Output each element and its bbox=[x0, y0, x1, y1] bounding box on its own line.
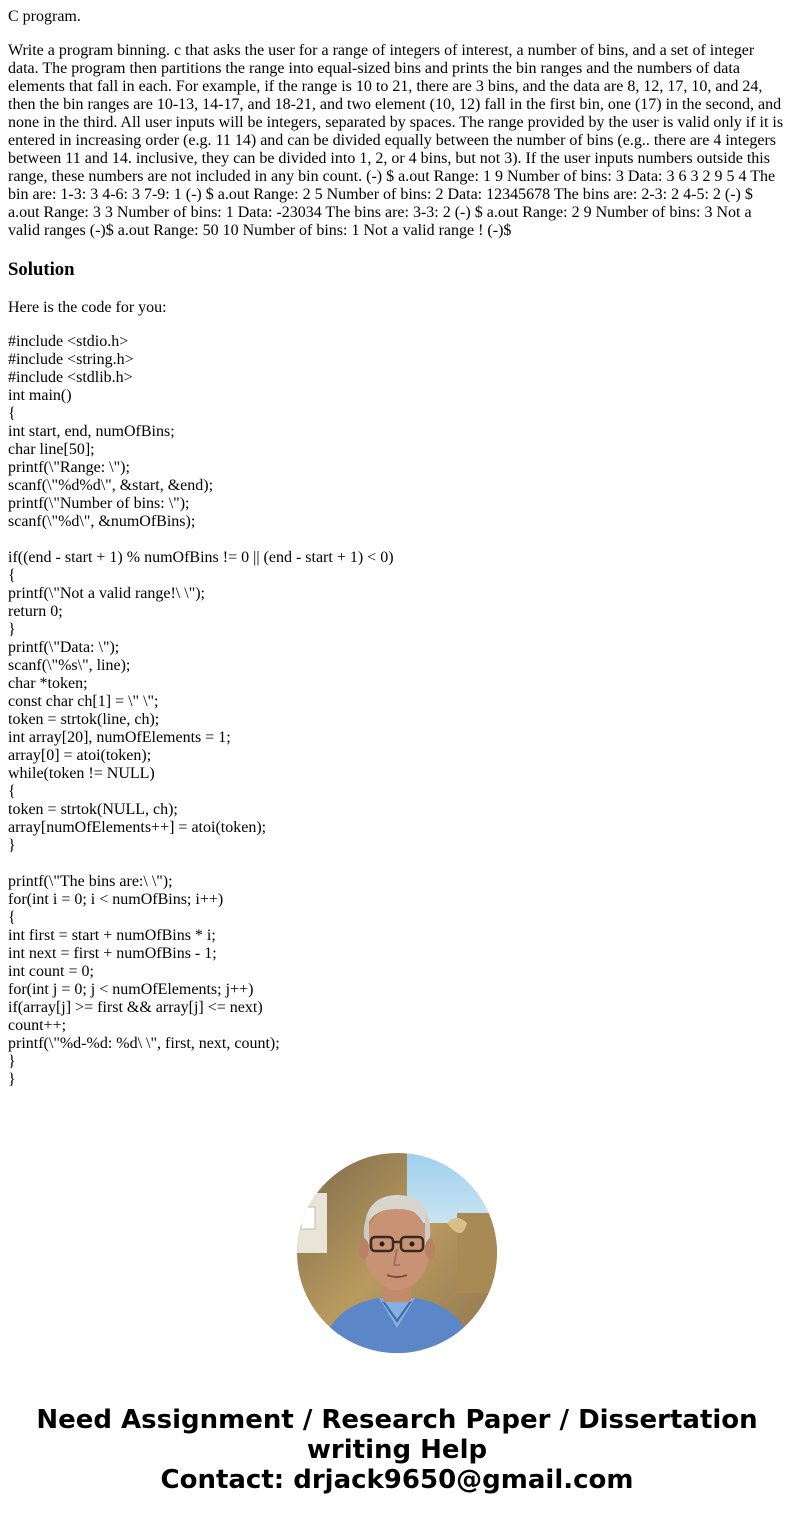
footer-line-2: writing Help bbox=[306, 1435, 488, 1465]
author-photo bbox=[297, 1153, 497, 1353]
code-line: int start, end, numOfBins; bbox=[8, 423, 175, 440]
page-title: C program. bbox=[8, 8, 81, 25]
contact-email: Contact: drjack9650@gmail.com bbox=[160, 1465, 634, 1495]
code-line: #include <stdlib.h> bbox=[8, 369, 133, 386]
code-line: int array[20], numOfElements = 1; bbox=[8, 729, 231, 746]
code-line: { bbox=[8, 909, 16, 926]
code-line: #include <stdio.h> bbox=[8, 333, 129, 350]
promo-footer bbox=[0, 1405, 794, 1495]
code-line: int count = 0; bbox=[8, 963, 94, 980]
code-line: array[0] = atoi(token); bbox=[8, 747, 152, 764]
code-line: while(token != NULL) bbox=[8, 765, 155, 782]
code-line: } bbox=[8, 837, 16, 854]
code-line: if(array[j] >= first && array[j] <= next) bbox=[8, 999, 263, 1016]
code-line: scanf(\"%s\", line); bbox=[8, 657, 131, 674]
code-line: token = strtok(line, ch); bbox=[8, 711, 160, 728]
code-line: } bbox=[8, 1071, 16, 1088]
code-block bbox=[8, 333, 786, 1089]
code-line: { bbox=[8, 405, 16, 422]
code-line: scanf(\"%d%d\", &start, &end); bbox=[8, 477, 214, 494]
code-line: for(int i = 0; i < numOfBins; i++) bbox=[8, 891, 224, 908]
code-line: return 0; bbox=[8, 603, 63, 620]
code-line: char *token; bbox=[8, 675, 88, 692]
code-line: printf(\"Not a valid range!\ \"); bbox=[8, 585, 205, 602]
code-line: printf(\"Range: \"); bbox=[8, 459, 130, 476]
solution-heading: Solution bbox=[8, 259, 75, 280]
code-line: #include <string.h> bbox=[8, 351, 134, 368]
code-line: printf(\"Number of bins: \"); bbox=[8, 495, 190, 512]
code-line: int main() bbox=[8, 387, 72, 404]
code-line: scanf(\"%d\", &numOfBins); bbox=[8, 513, 196, 530]
code-line: printf(\"%d-%d: %d\ \", first, next, count); bbox=[8, 1035, 280, 1052]
code-line: char line[50]; bbox=[8, 441, 95, 458]
footer-line-1: Need Assignment / Research Paper / Dissertation bbox=[36, 1405, 758, 1435]
code-line: printf(\"The bins are:\ \"); bbox=[8, 873, 173, 890]
code-line: { bbox=[8, 567, 16, 584]
code-line: int next = first + numOfBins - 1; bbox=[8, 945, 217, 962]
code-line: { bbox=[8, 783, 16, 800]
document-body bbox=[8, 8, 786, 1089]
code-line bbox=[8, 855, 786, 873]
code-line: for(int j = 0; j < numOfElements; j++) bbox=[8, 981, 254, 998]
answer-intro: Here is the code for you: bbox=[8, 299, 167, 316]
code-line: int first = start + numOfBins * i; bbox=[8, 927, 216, 944]
code-line: if((end - start + 1) % numOfBins != 0 || (end - start + 1) < 0) bbox=[8, 549, 394, 566]
code-line: printf(\"Data: \"); bbox=[8, 639, 120, 656]
code-line: } bbox=[8, 621, 16, 638]
code-line: array[numOfElements++] = atoi(token); bbox=[8, 819, 267, 836]
code-line: count++; bbox=[8, 1017, 67, 1034]
code-line: } bbox=[8, 1053, 16, 1070]
code-line: token = strtok(NULL, ch); bbox=[8, 801, 178, 818]
question-text: Write a program binning. c that asks the user for a range of integers of interest, a number of bins, and a set of integer data. The program then partitions the range into equal-sized bins and prints the bin ranges and the numbers of data elements that fall in each. For example, if the range is 10 to 21, there are 3 bins, and the data are 8, 12, 17, 10, and 24, then the bin ranges are 10-13, 14-17, and 18-21, and two element (10, 12) fall in the first bin, one (17) in the second, and none in the third. All user inputs will be integers, separated by spaces. The range provided by the user is valid only if it is entered in increasing order (e.g. 11 14) and can be divided equally between the number of bins (e.g.. there are 4 integers between 11 and 14. inclusive, they can be divided into 1, 2, or 4 bins, but not 3). If the user inputs numbers outside this range, these numbers are not included in any bin count. (-) $ a.out Range: 1 9 Number of bins: 3 Data: 3 6 3 2 9 5 4 The bin are: 1-3: 3 4-6: 3 7-9: 1 (-) $ a.out Range: 2 5 Number of bins: 2 Data: 12345678 The bins are: 2-3: 2 4-5: 2 (-) $ a.out Range: 3 3 Number of bins: 1 Data: -23034 The bins are: 3-3: 2 (-) $ a.out Range: 2 9 Number of bins: 3 Not a valid ranges (-)$ a.out Range: 50 10 Number of bins: 1 Not a valid range ! (-)$ bbox=[8, 42, 784, 239]
person-portrait-icon bbox=[297, 1153, 497, 1353]
code-line bbox=[8, 531, 786, 549]
code-line: const char ch[1] = \" \"; bbox=[8, 693, 159, 710]
